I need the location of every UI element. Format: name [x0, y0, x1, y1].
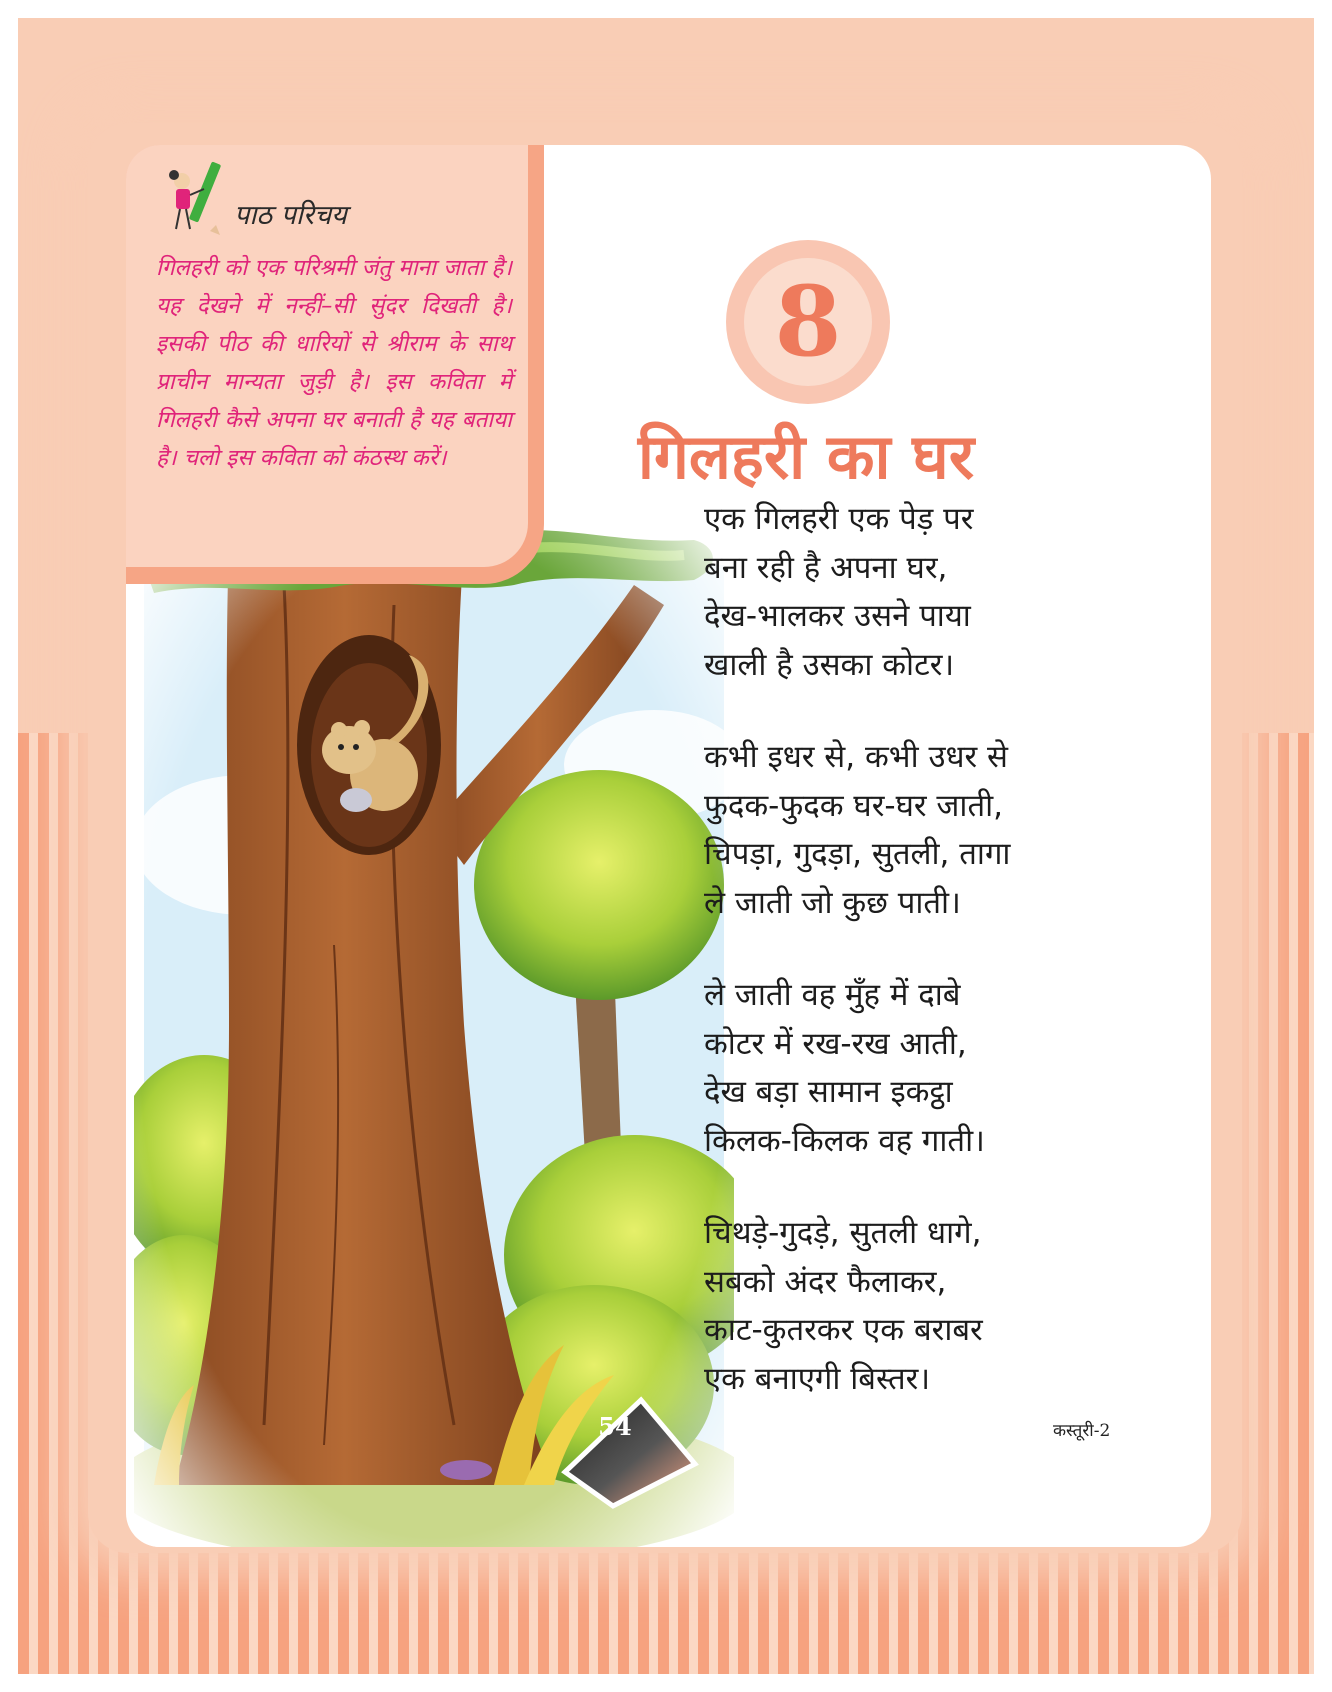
lesson-intro-text: गिलहरी को एक परिश्रमी जंतु माना जाता है। यह देखने में नन्हीं–सी सुंदर दिखती है। इसकी पीठ की धारियों से श्रीराम के साथ प्राचीन मान्यता जुड़ी है। इस कविता में गिलहरी कैसे अपना घर बनाती है यह बताया है। चलो इस कविता को कंठस्थ करें। [156, 255, 512, 471]
chapter-number: 8 [774, 265, 842, 378]
chapter-number-badge [726, 240, 890, 404]
poem-stanza-4 [704, 1209, 983, 1403]
poem-line: कभी इधर से, कभी उधर से [704, 739, 1008, 775]
poem-line: एक गिलहरी एक पेड़ पर [704, 501, 974, 537]
poem-line: काट-कुतरकर एक बराबर [704, 1312, 983, 1348]
poem-line: ले जाती वह मुँह में दाबे [704, 977, 961, 1013]
poem-line: एक बनाएगी बिस्तर। [704, 1360, 931, 1397]
poem-line: देख-भालकर उसने पाया [704, 598, 971, 634]
poem-stanza-2 [704, 733, 1010, 927]
poem-line: सबको अंदर फैलाकर, [704, 1263, 947, 1300]
page [18, 18, 1314, 1674]
page-number: 54 [598, 1412, 632, 1441]
poem-line: ले जाती जो कुछ पाती। [704, 884, 961, 921]
lesson-intro-heading: पाठ परिचय [234, 200, 347, 231]
poem-line: फुदक-फुदक घर-घर जाती, [704, 787, 1004, 824]
poem-line: चिथड़े-गुदड़े, सुतली धागे, [704, 1215, 982, 1251]
poem-line: खाली है उसका कोटर। [704, 646, 955, 683]
lesson-intro-inner [126, 145, 528, 567]
poem-line: किलक-किलक वह गाती। [704, 1122, 985, 1159]
lesson-intro-box [126, 145, 544, 584]
tree-squirrel-illustration [134, 525, 734, 1547]
poem-stanza-3 [704, 971, 985, 1165]
book-name: कस्तूरी-2 [1053, 1421, 1111, 1441]
poem-line: कोटर में रख-रख आती, [704, 1025, 967, 1062]
poem-title: गिलहरी का घर [637, 420, 975, 493]
poem-line: बना रही है अपना घर, [704, 549, 948, 586]
lesson-card [126, 145, 1211, 1547]
poem-line: देख बड़ा सामान इकट्ठा [704, 1074, 953, 1110]
girl-with-pencil-icon [160, 155, 230, 241]
poem-line: चिपड़ा, गुदड़ा, सुतली, तागा [704, 836, 1011, 872]
poem-stanza-1 [704, 495, 973, 689]
